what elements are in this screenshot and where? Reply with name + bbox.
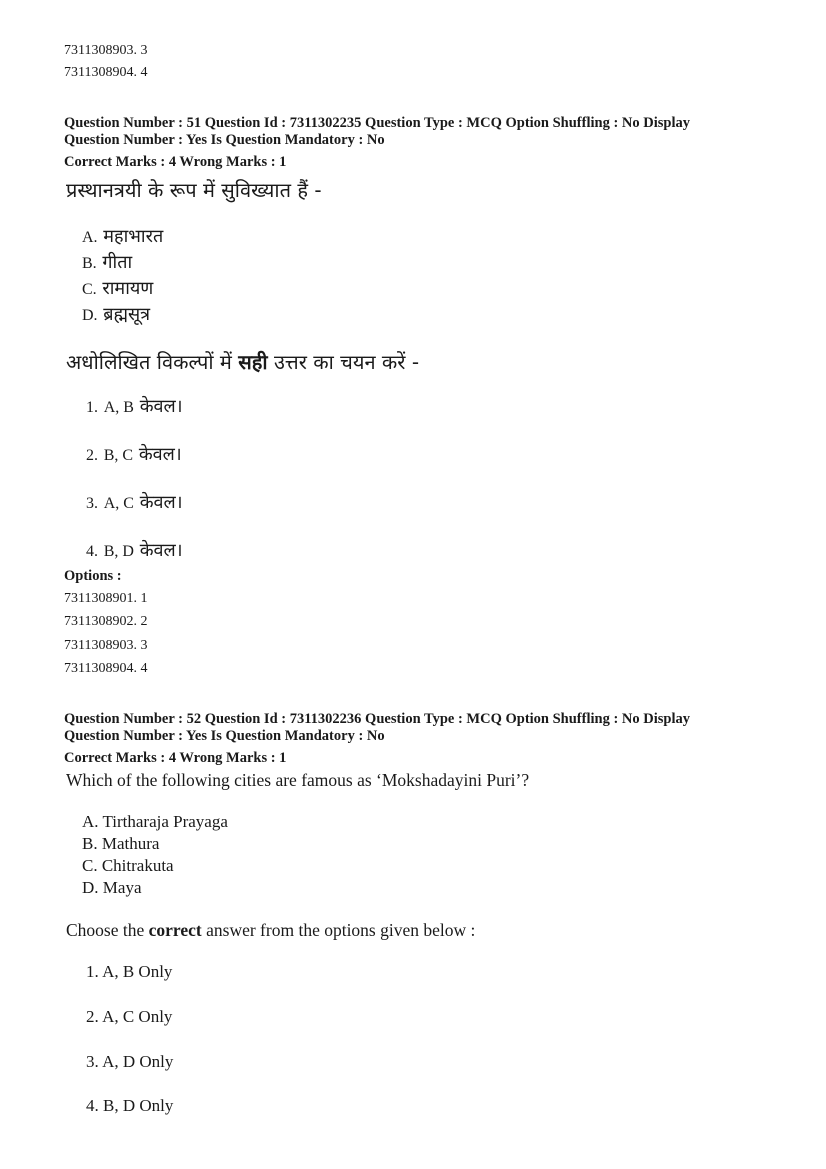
option-id: 7311308904. bbox=[64, 65, 137, 80]
option-id: 7311308903. bbox=[64, 43, 137, 58]
choice-number: 3. bbox=[86, 495, 98, 512]
instruction-text: Choose the bbox=[66, 920, 149, 940]
item-label: A. bbox=[82, 812, 99, 831]
choice-text: केवल। bbox=[139, 492, 183, 513]
choice-number: 4. bbox=[86, 1096, 99, 1115]
choice-text: B, D Only bbox=[103, 1096, 174, 1115]
choice-text: A, D Only bbox=[102, 1052, 174, 1071]
item-label: D. bbox=[82, 307, 98, 324]
item-text: Tirtharaja Prayaga bbox=[102, 812, 228, 831]
item-text: महाभारत bbox=[103, 226, 164, 247]
item-label: C. bbox=[82, 856, 98, 875]
option-row bbox=[64, 64, 147, 81]
item-text: Chitrakuta bbox=[101, 856, 174, 875]
item-text: Mathura bbox=[101, 834, 160, 853]
answer-choice bbox=[86, 1052, 173, 1072]
option-value: 4 bbox=[140, 661, 148, 676]
option-id: 7311308903. bbox=[64, 638, 137, 653]
question-52-instruction bbox=[66, 920, 475, 941]
option-row bbox=[64, 590, 147, 607]
item-text: रामायण bbox=[102, 278, 154, 299]
option-value: 4 bbox=[140, 65, 148, 80]
choice-number: 1. bbox=[86, 399, 98, 416]
question-item bbox=[82, 856, 174, 876]
item-label: B. bbox=[82, 834, 98, 853]
option-id: 7311308904. bbox=[64, 661, 137, 676]
question-item bbox=[82, 250, 132, 274]
question-51-instruction bbox=[66, 348, 419, 375]
choice-letters: A, C bbox=[103, 495, 134, 512]
instruction-text: अधोलिखित विकल्पों में bbox=[66, 350, 239, 374]
question-item bbox=[82, 834, 159, 854]
answer-choice bbox=[86, 1096, 173, 1116]
options-label: Options : bbox=[64, 568, 122, 584]
option-id: 7311308901. bbox=[64, 591, 137, 606]
question-52-marks: Correct Marks : 4 Wrong Marks : 1 bbox=[64, 750, 287, 766]
option-value: 3 bbox=[140, 43, 148, 58]
item-text: ब्रह्मसूत्र bbox=[103, 304, 151, 325]
question-item bbox=[82, 878, 142, 898]
choice-number: 2. bbox=[86, 447, 98, 464]
instruction-text: उत्तर का चयन करें - bbox=[267, 350, 420, 374]
answer-choice bbox=[86, 490, 183, 514]
question-51-header: Question Number : 51 Question Id : 7311302235 Question Type : MCQ Option Shuffling : No Display bbox=[64, 115, 690, 131]
choice-letters: B, C bbox=[103, 447, 134, 464]
option-id: 7311308902. bbox=[64, 614, 137, 629]
choice-number: 1. bbox=[86, 962, 99, 981]
question-item bbox=[82, 224, 163, 248]
choice-number: 3. bbox=[86, 1052, 99, 1071]
item-text: Maya bbox=[102, 878, 142, 897]
choice-letters: A, B bbox=[103, 399, 134, 416]
item-label: B. bbox=[82, 255, 97, 272]
option-value: 2 bbox=[140, 614, 148, 629]
option-row bbox=[64, 660, 147, 677]
option-value: 3 bbox=[140, 638, 148, 653]
answer-choice bbox=[86, 962, 172, 982]
answer-choice bbox=[86, 394, 183, 418]
option-row bbox=[64, 613, 147, 630]
choice-text: केवल। bbox=[139, 540, 183, 561]
option-value: 1 bbox=[140, 591, 148, 606]
question-item bbox=[82, 812, 228, 832]
question-item bbox=[82, 302, 150, 326]
answer-choice bbox=[86, 538, 183, 562]
choice-number: 4. bbox=[86, 543, 98, 560]
instruction-bold: correct bbox=[148, 920, 202, 940]
option-row bbox=[64, 42, 147, 59]
item-text: गीता bbox=[102, 252, 133, 273]
choice-text: केवल। bbox=[139, 396, 183, 417]
question-52-header-cont: Question Number : Yes Is Question Mandatory : No bbox=[64, 728, 385, 744]
question-51-header-cont: Question Number : Yes Is Question Mandatory : No bbox=[64, 132, 385, 148]
item-label: C. bbox=[82, 281, 97, 298]
choice-text: A, B Only bbox=[102, 962, 173, 981]
choice-text: A, C Only bbox=[102, 1007, 173, 1026]
question-51-marks: Correct Marks : 4 Wrong Marks : 1 bbox=[64, 154, 287, 170]
question-52-text: Which of the following cities are famous as ‘Mokshadayini Puri’? bbox=[66, 770, 530, 790]
question-52-header: Question Number : 52 Question Id : 7311302236 Question Type : MCQ Option Shuffling : No Display bbox=[64, 711, 690, 727]
choice-text: केवल। bbox=[138, 444, 182, 465]
instruction-bold: सही bbox=[238, 350, 268, 374]
choice-letters: B, D bbox=[103, 543, 134, 560]
choice-number: 2. bbox=[86, 1007, 99, 1026]
item-label: D. bbox=[82, 878, 99, 897]
answer-choice bbox=[86, 1007, 172, 1027]
item-label: A. bbox=[82, 229, 98, 246]
option-row bbox=[64, 637, 147, 654]
question-item bbox=[82, 276, 153, 300]
instruction-text: answer from the options given below : bbox=[201, 920, 476, 940]
answer-choice bbox=[86, 442, 182, 466]
question-51-text: प्रस्थानत्रयी के रूप में सुविख्यात हैं - bbox=[66, 178, 322, 202]
